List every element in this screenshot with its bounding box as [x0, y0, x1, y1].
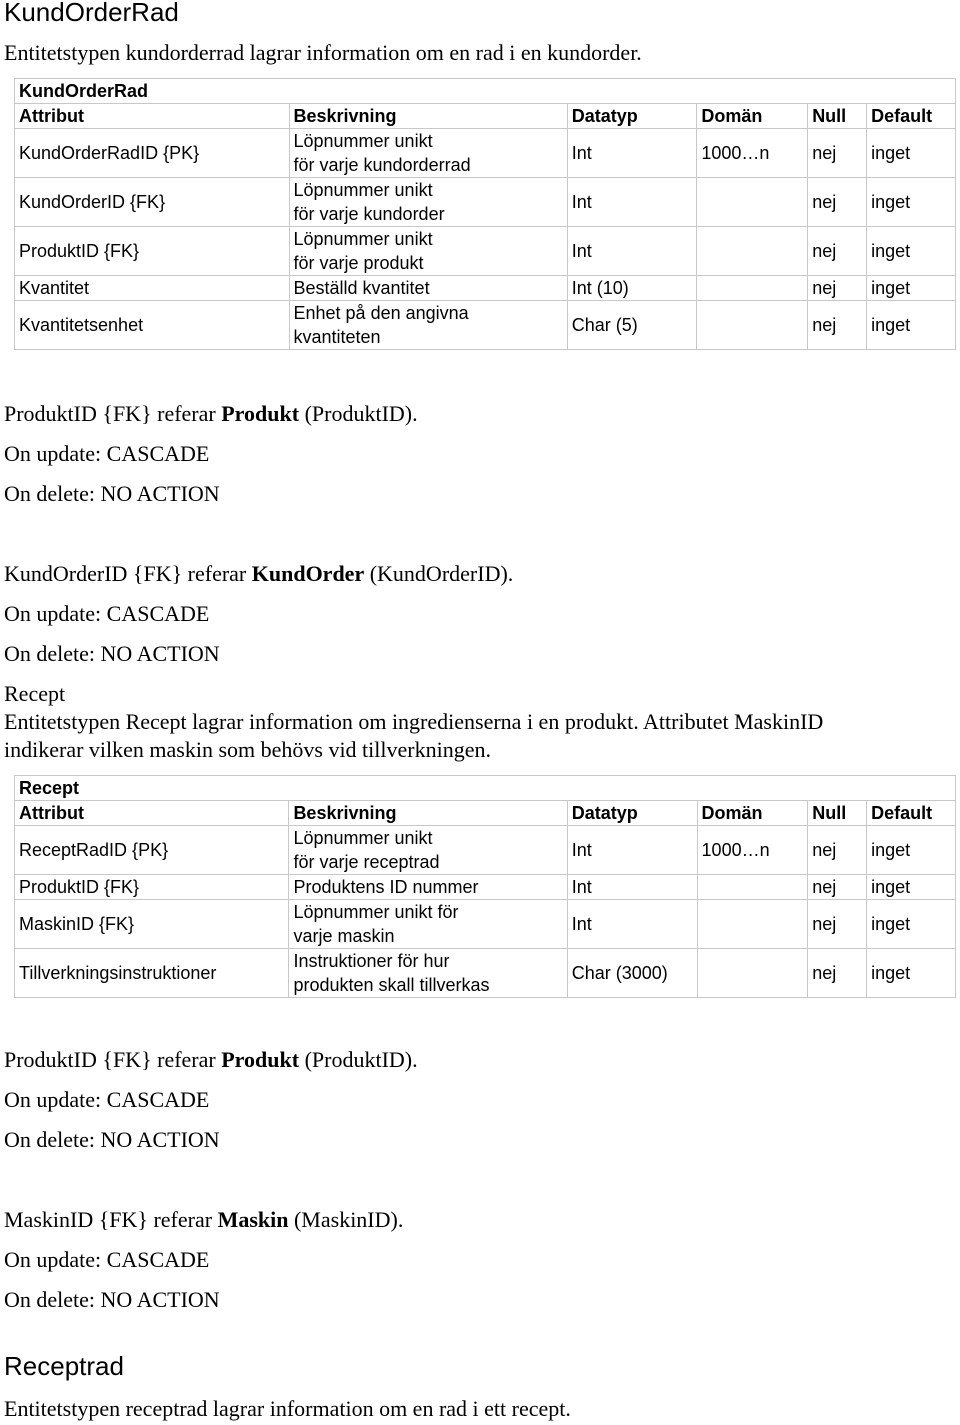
section-intro: Entitetstypen receptrad lagrar information om en rad i ett recept.	[4, 1396, 571, 1421]
desc-line: Löpnummer unikt	[293, 131, 433, 151]
cell-doman	[697, 178, 808, 227]
fk-text: (MaskinID).	[288, 1207, 404, 1232]
desc-line: Löpnummer unikt för	[293, 902, 459, 922]
cell-doman	[697, 949, 808, 998]
section-heading-recept: Recept	[4, 681, 66, 706]
fk-text: (ProduktID).	[299, 401, 418, 426]
cell-doman	[697, 301, 808, 350]
cell-null: nej	[808, 129, 867, 178]
desc-line: för varje kundorderrad	[293, 155, 471, 175]
table-row	[15, 875, 956, 900]
cell-default: inget	[867, 949, 956, 998]
table-row	[15, 826, 956, 875]
cell-attribut: KundOrderRadID {PK}	[15, 129, 290, 178]
fk-reference	[4, 1047, 418, 1073]
cell-null: nej	[808, 178, 867, 227]
header-null: Null	[808, 801, 867, 826]
cell-datatyp: Int (10)	[567, 276, 697, 301]
fk-target: Maskin	[217, 1207, 289, 1232]
cell-beskrivning	[289, 900, 567, 949]
cell-default: inget	[867, 129, 956, 178]
fk-text: KundOrderID {FK} referar	[4, 561, 252, 586]
cell-datatyp: Int	[567, 826, 697, 875]
header-datatyp: Datatyp	[567, 104, 697, 129]
section-intro: indikerar vilken maskin som behövs vid tillverkningen.	[4, 737, 491, 762]
cell-null: nej	[808, 301, 867, 350]
header-datatyp: Datatyp	[567, 801, 697, 826]
header-beskrivning: Beskrivning	[289, 801, 567, 826]
cell-default: inget	[867, 276, 956, 301]
desc-line: för varje receptrad	[293, 852, 440, 872]
cell-datatyp: Int	[567, 178, 697, 227]
cell-beskrivning	[289, 949, 567, 998]
header-attribut: Attribut	[15, 801, 289, 826]
fk-reference	[4, 1207, 403, 1233]
table-title: KundOrderRad	[15, 79, 956, 104]
table-row	[15, 129, 956, 178]
fk-on-delete: On delete: NO ACTION	[4, 481, 220, 506]
cell-attribut: MaskinID {FK}	[15, 900, 289, 949]
cell-beskrivning: Beställd kvantitet	[289, 276, 567, 301]
header-default: Default	[867, 104, 956, 129]
fk-reference	[4, 561, 513, 587]
fk-reference	[4, 401, 418, 427]
desc-line: kvantiteten	[293, 327, 381, 347]
cell-beskrivning	[289, 227, 567, 276]
table-row	[15, 301, 956, 350]
table-row	[15, 900, 956, 949]
section-heading-kundorderrad: KundOrderRad	[4, 0, 179, 27]
fk-on-update: On update: CASCADE	[4, 1087, 210, 1112]
cell-datatyp: Int	[567, 875, 697, 900]
desc-line: för varje kundorder	[293, 204, 445, 224]
fk-on-delete: On delete: NO ACTION	[4, 1127, 220, 1152]
table-row	[15, 276, 956, 301]
fk-on-update: On update: CASCADE	[4, 441, 210, 466]
header-default: Default	[867, 801, 956, 826]
cell-datatyp: Int	[567, 129, 697, 178]
fk-target: KundOrder	[251, 561, 365, 586]
cell-null: nej	[808, 900, 867, 949]
header-beskrivning: Beskrivning	[289, 104, 567, 129]
header-doman: Domän	[697, 104, 808, 129]
fk-target: Produkt	[221, 401, 300, 426]
fk-on-update: On update: CASCADE	[4, 1247, 210, 1272]
cell-null: nej	[808, 276, 867, 301]
header-null: Null	[808, 104, 867, 129]
cell-doman	[697, 227, 808, 276]
fk-text: ProduktID {FK} referar	[4, 1047, 222, 1072]
cell-beskrivning: Produktens ID nummer	[289, 875, 567, 900]
desc-line: varje maskin	[293, 926, 395, 946]
cell-beskrivning	[289, 129, 567, 178]
fk-text: MaskinID {FK} referar	[4, 1207, 218, 1232]
desc-line: Löpnummer unikt	[293, 828, 433, 848]
fk-on-delete: On delete: NO ACTION	[4, 641, 220, 666]
cell-beskrivning	[289, 301, 567, 350]
cell-attribut: Tillverkningsinstruktioner	[15, 949, 289, 998]
kundorderrad-table	[14, 78, 956, 350]
cell-attribut: KundOrderID {FK}	[15, 178, 290, 227]
section-intro: Entitetstypen Recept lagrar information om ingredienserna i en produkt. Attributet MaskinID	[4, 709, 824, 734]
fk-text: ProduktID {FK} referar	[4, 401, 222, 426]
cell-datatyp: Int	[567, 227, 697, 276]
cell-doman	[697, 900, 808, 949]
cell-beskrivning	[289, 826, 567, 875]
cell-attribut: Kvantitet	[15, 276, 290, 301]
cell-default: inget	[867, 178, 956, 227]
cell-datatyp: Char (5)	[567, 301, 697, 350]
desc-line: för varje produkt	[293, 253, 424, 273]
cell-datatyp: Int	[567, 900, 697, 949]
fk-on-update: On update: CASCADE	[4, 601, 210, 626]
cell-default: inget	[867, 900, 956, 949]
cell-null: nej	[808, 875, 867, 900]
cell-null: nej	[808, 826, 867, 875]
cell-default: inget	[867, 875, 956, 900]
cell-doman	[697, 875, 808, 900]
section-heading-receptrad: Receptrad	[4, 1351, 124, 1381]
table-row	[15, 227, 956, 276]
cell-default: inget	[867, 826, 956, 875]
desc-line: Löpnummer unikt	[293, 229, 433, 249]
cell-doman: 1000…n	[697, 826, 808, 875]
cell-doman: 1000…n	[697, 129, 808, 178]
cell-doman	[697, 276, 808, 301]
table-row	[15, 178, 956, 227]
table-title: Recept	[15, 776, 956, 801]
table-row	[15, 949, 956, 998]
header-doman: Domän	[697, 801, 808, 826]
recept-table	[14, 775, 956, 998]
fk-text: (ProduktID).	[299, 1047, 418, 1072]
cell-default: inget	[867, 301, 956, 350]
section-intro: Entitetstypen kundorderrad lagrar information om en rad i en kundorder.	[4, 40, 642, 65]
cell-attribut: ReceptRadID {PK}	[15, 826, 289, 875]
cell-attribut: ProduktID {FK}	[15, 875, 289, 900]
fk-on-delete: On delete: NO ACTION	[4, 1287, 220, 1312]
desc-line: Enhet på den angivna	[293, 303, 469, 323]
cell-attribut: Kvantitetsenhet	[15, 301, 290, 350]
cell-beskrivning	[289, 178, 567, 227]
header-attribut: Attribut	[15, 104, 290, 129]
cell-null: nej	[808, 949, 867, 998]
cell-datatyp: Char (3000)	[567, 949, 697, 998]
cell-attribut: ProduktID {FK}	[15, 227, 290, 276]
fk-target: Produkt	[221, 1047, 300, 1072]
cell-default: inget	[867, 227, 956, 276]
desc-line: Instruktioner för hur	[293, 951, 450, 971]
desc-line: produkten skall tillverkas	[293, 975, 490, 995]
desc-line: Löpnummer unikt	[293, 180, 433, 200]
fk-text: (KundOrderID).	[364, 561, 514, 586]
cell-null: nej	[808, 227, 867, 276]
